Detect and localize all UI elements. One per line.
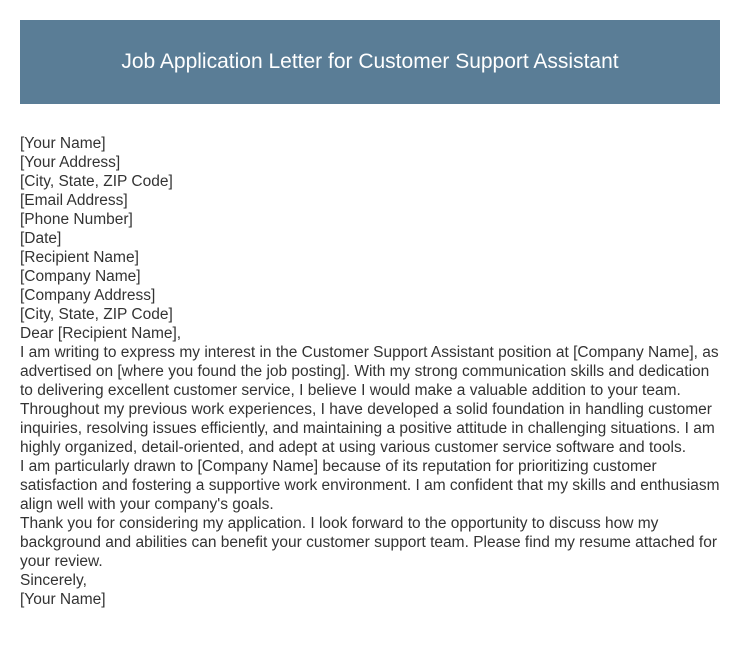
sender-phone: [Phone Number] (20, 211, 133, 228)
paragraph-company-interest: I am particularly drawn to [Company Name] because of its reputation for prioritizing customer satisfaction and fostering a supportive work environment. I am confident that my skills and enthusiasm align well with your company's goals. (20, 458, 720, 513)
recipient-city-state-zip: [City, State, ZIP Code] (20, 306, 173, 323)
letter-body (20, 134, 722, 609)
paragraph-intro: I am writing to express my interest in the Customer Support Assistant position at [Company Name], as advertised on [where you found the job posting]. With my strong communication skills and dedication to delivering excellent customer service, I believe I would make a valuable addition to your team. (20, 344, 719, 399)
page-title: Job Application Letter for Customer Support Assistant (121, 50, 619, 73)
sender-name: [Your Name] (20, 135, 106, 152)
closing: Sincerely, (20, 572, 87, 589)
recipient-name: [Recipient Name] (20, 249, 139, 266)
paragraph-experience: Throughout my previous work experiences, I have developed a solid foundation in handling customer inquiries, resolving issues efficiently, and maintaining a positive attitude in challenging situations. I am highly organized, detail-oriented, and adept at using various customer service software and tools. (20, 401, 715, 456)
page-header (20, 20, 720, 104)
sender-city-state-zip: [City, State, ZIP Code] (20, 173, 173, 190)
paragraph-thanks: Thank you for considering my application. I look forward to the opportunity to discuss how my background and abilities can benefit your customer support team. Please find my resume attached for your review. (20, 515, 718, 570)
signature: [Your Name] (20, 591, 106, 608)
sender-address: [Your Address] (20, 154, 121, 171)
recipient-address: [Company Address] (20, 287, 156, 304)
salutation: Dear [Recipient Name], (20, 325, 182, 342)
sender-email: [Email Address] (20, 192, 128, 209)
recipient-company: [Company Name] (20, 268, 141, 285)
letter-date: [Date] (20, 230, 62, 247)
